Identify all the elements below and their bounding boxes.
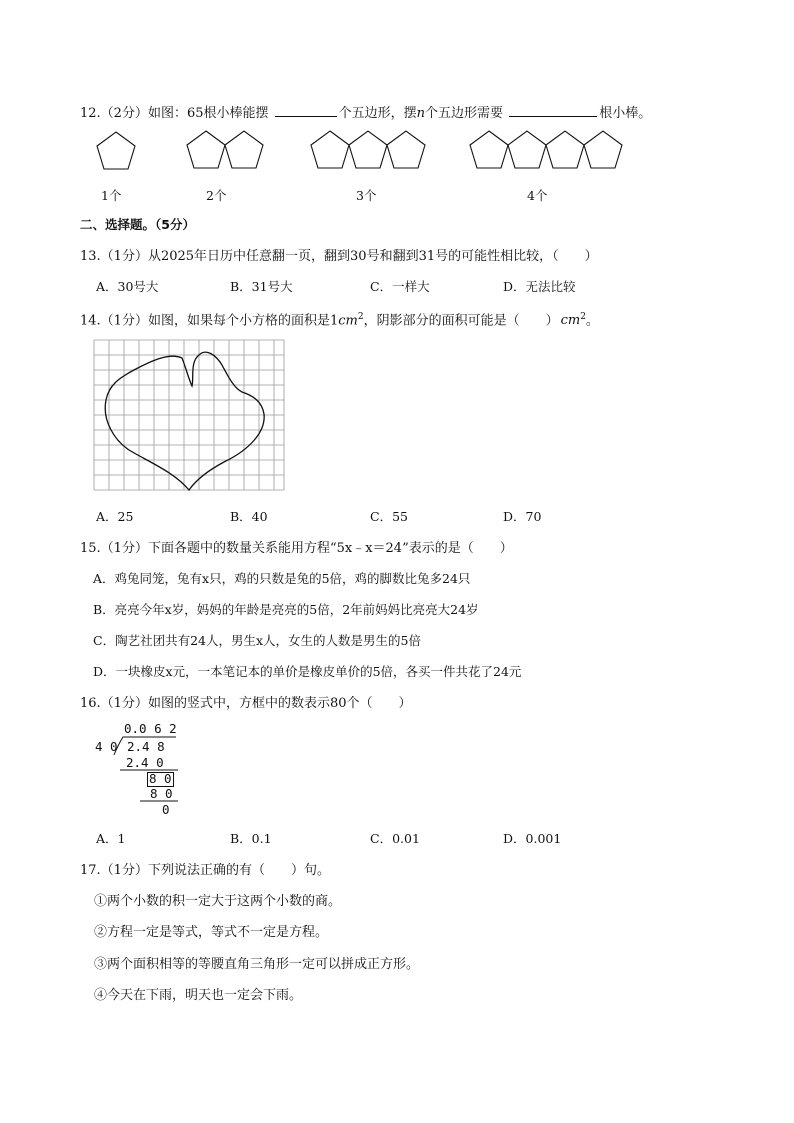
division-step2: 8 0 [150, 786, 173, 801]
q17-statement-4: ④今天在下雨，明天也一定会下雨。 [94, 988, 303, 1003]
division-boxed-value: 8 0 [149, 771, 172, 786]
q14-stem-a: 14.（1分）如图，如果每个小方格的面积是1 [80, 313, 339, 329]
q13-option-b[interactable]: B．31号大 [230, 279, 293, 294]
q15-option-b[interactable]: B．亮亮今年x岁，妈妈的年龄是亮亮的5倍，2年前妈妈比亮亮大24岁 [93, 602, 479, 617]
q17-statement-3: ③两个面积相等的等腰直角三角形一定可以拼成正方形。 [94, 957, 420, 972]
q14-stem-b: ，阴影部分的面积可能是（ ） [363, 313, 559, 329]
q13-option-a[interactable]: A．30号大 [96, 279, 159, 294]
q17-stem: 17.（1分）下列说法正确的有（ ）句。 [80, 863, 330, 878]
caption-1: 1个 [101, 188, 122, 203]
q16-option-a[interactable]: A．1 [96, 831, 126, 846]
division-quotient: 0.0 6 2 [124, 721, 177, 736]
q12-var: n [416, 106, 426, 121]
caption-4: 4个 [527, 188, 548, 203]
q17-statement-2: ②方程一定是等式，等式不一定是方程。 [94, 925, 329, 940]
q14-option-b[interactable]: B．40 [230, 509, 268, 524]
q16-option-c[interactable]: C．0.01 [370, 831, 420, 846]
q17-statement-1: ①两个小数的积一定大于这两个小数的商。 [94, 894, 342, 909]
q14-unit-1: cm [338, 313, 358, 329]
q16-option-d[interactable]: D．0.001 [503, 831, 562, 846]
division-step1: 2.4 0 [126, 755, 164, 770]
q15-option-d[interactable]: D．一块橡皮x元，一本笔记本的单价是橡皮单价的5倍，各买一件共花了24元 [93, 664, 522, 679]
q14-sup-2: 2 [580, 312, 586, 322]
q14-option-a[interactable]: A．25 [96, 509, 134, 524]
division-remainder: 0 [162, 802, 170, 817]
q16-option-b[interactable]: B．0.1 [230, 831, 272, 846]
q13-option-d[interactable]: D．无法比较 [503, 279, 576, 294]
q12-mid: 个五边形，摆 [338, 106, 417, 121]
q13-stem: 13.（1分）从2025年日历中任意翻一页，翻到30号和翻到31号的可能性相比较，（ ） [80, 249, 598, 264]
q12-prefix: 12.（2分）如图：65根小棒能摆 [80, 106, 269, 121]
division-dividend: 2.4 8 [127, 739, 165, 754]
q16-stem: 16.（1分）如图的竖式中，方框中的数表示80个（ ） [80, 696, 412, 711]
q13-option-c[interactable]: C．一样大 [370, 279, 430, 294]
q12-mid2: 个五边形需要 [425, 106, 504, 121]
division-divisor: 4 0 [95, 739, 118, 754]
q15-option-c[interactable]: C．陶艺社团共有24人，男生x人，女生的人数是男生的5倍 [93, 633, 421, 648]
q14-sup-1: 2 [357, 312, 364, 322]
caption-2: 2个 [206, 188, 227, 203]
q12-suffix: 根小棒。 [599, 106, 652, 121]
q14-option-d[interactable]: D．70 [503, 509, 542, 524]
q14-end: 。 [585, 313, 599, 329]
q15-stem: 15.（1分）下面各题中的数量关系能用方程“5x﹣x＝24”表示的是（ ） [80, 541, 513, 556]
q14-option-c[interactable]: C．55 [370, 509, 408, 524]
q15-option-a[interactable]: A．鸡兔同笼，兔有x只，鸡的只数是兔的5倍，鸡的脚数比兔多24只 [93, 571, 471, 586]
caption-3: 3个 [356, 188, 377, 203]
section-2-title: 二、选择题。（5分） [80, 217, 195, 232]
q14-unit-2: cm [560, 313, 581, 329]
